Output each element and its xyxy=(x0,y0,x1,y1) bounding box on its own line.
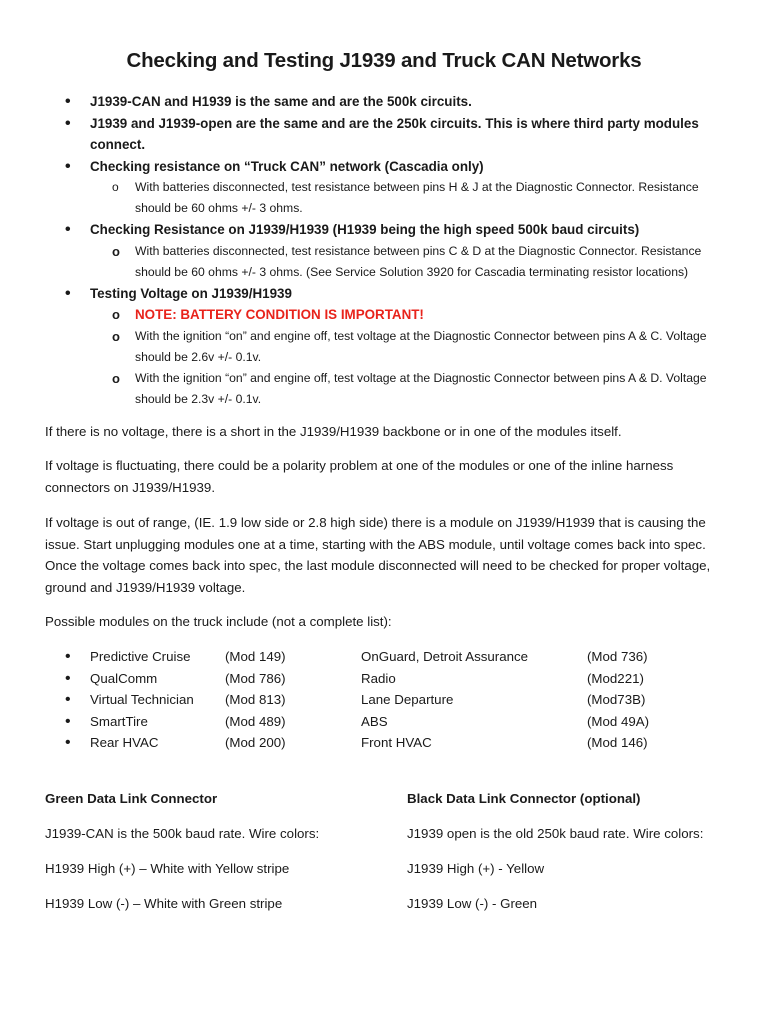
bullet-text: Testing Voltage on J1939/H1939 xyxy=(90,285,292,301)
page-title: Checking and Testing J1939 and Truck CAN Networks xyxy=(126,49,642,72)
module-row xyxy=(45,646,725,668)
module-name: QualComm xyxy=(90,670,158,686)
black-connector-line: J1939 High (+) - Yellow xyxy=(407,861,545,876)
sub-list xyxy=(90,304,725,410)
sub-text: With batteries disconnected, test resistance between pins H & J at the Diagnostic Connector. Resistance should be 60 ohms +/- 3 ohms. xyxy=(135,180,699,215)
green-connector-line: H1939 High (+) – White with Yellow stripe xyxy=(45,861,290,876)
sub-text: With the ignition “on” and engine off, test voltage at the Diagnostic Connector between pins A & D. Voltage should be 2.3v +/- 0.1v. xyxy=(135,371,707,406)
module-name: Radio xyxy=(361,670,396,686)
module-code: (Mod 736) xyxy=(587,649,648,664)
bullet-item xyxy=(45,91,725,113)
sub-list xyxy=(90,177,725,219)
module-code: (Mod 813) xyxy=(225,692,286,708)
bullet-text: J1939-CAN and H1939 is the same and are the 500k circuits. xyxy=(90,94,472,109)
module-name: ABS xyxy=(361,713,388,729)
module-name: Rear HVAC xyxy=(90,735,159,751)
paragraph-no-voltage: If there is no voltage, there is a short in the J1939/H1939 backbone or in one of the modules itself. xyxy=(45,424,622,439)
paragraph-fluctuating: If voltage is fluctuating, there could be a polarity problem at one of the modules or one of the inline harness connectors on J1939/H1939. xyxy=(45,458,674,495)
sub-item xyxy=(90,326,725,368)
module-name: Virtual Technician xyxy=(90,692,194,708)
module-name: OnGuard, Detroit Assurance xyxy=(361,649,529,664)
module-code: (Mod 146) xyxy=(587,735,648,751)
black-connector-heading: Black Data Link Connector (optional) xyxy=(407,791,641,806)
sub-text: With batteries disconnected, test resistance between pins C & D at the Diagnostic Connector. Resistance should be 60 ohms +/- 3 ohms. (See Service Solution 3920 for Cascadia terminating resistor locations) xyxy=(135,243,702,279)
bullet-item xyxy=(45,156,725,220)
green-connector-section xyxy=(45,788,385,911)
green-connector-line: J1939-CAN is the 500k baud rate. Wire colors: xyxy=(45,826,320,841)
module-code: (Mod 786) xyxy=(225,670,286,686)
sub-text: With the ignition “on” and engine off, test voltage at the Diagnostic Connector between pins A & C. Voltage should be 2.6v +/- 0.1v. xyxy=(135,329,707,364)
black-connector-section xyxy=(407,788,747,911)
green-connector-heading: Green Data Link Connector xyxy=(45,791,218,806)
bullet-text: J1939 and J1939-open are the same and are the 250k circuits. This is where third party modules connect. xyxy=(90,115,699,152)
module-name: Front HVAC xyxy=(361,735,432,751)
bullet-item xyxy=(45,283,725,411)
module-row xyxy=(45,732,725,754)
bullet-dot: • xyxy=(65,669,71,687)
black-connector-line: J1939 open is the old 250k baud rate. Wire colors: xyxy=(407,826,704,841)
bullet-text: Checking Resistance on J1939/H1939 (H1939 being the high speed 500k baud circuits) xyxy=(90,222,640,237)
green-connector-line: H1939 Low (-) – White with Green stripe xyxy=(45,896,283,911)
bullet-list xyxy=(45,91,725,410)
bullet-dot: • xyxy=(65,648,71,665)
sub-item xyxy=(90,177,725,219)
paragraph-out-of-range: If voltage is out of range, (IE. 1.9 low side or 2.8 high side) there is a module on J1939/H1939 that is causing the issue. Start unplugging modules one at a time, starting with the ABS module, until voltage comes back into spec. Once the voltage comes back into spec, the last module disconnected will need to be checked for proper voltage, ground and J1939/H1939 voltage. xyxy=(45,515,711,595)
bullet-dot: • xyxy=(65,691,71,709)
bullet-dot: • xyxy=(65,734,71,752)
sub-item xyxy=(90,368,725,410)
bullet-text: Checking resistance on “Truck CAN” network (Cascadia only) xyxy=(90,158,484,174)
module-code: (Mod 149) xyxy=(225,649,286,664)
paragraph-modules-intro: Possible modules on the truck include (not a complete list): xyxy=(45,614,392,629)
module-name: SmartTire xyxy=(90,713,148,729)
sub-item xyxy=(90,304,725,326)
module-list xyxy=(45,646,725,754)
module-code: (Mod73B) xyxy=(587,692,646,708)
module-row xyxy=(45,711,725,733)
module-code: (Mod 489) xyxy=(225,713,286,729)
module-row xyxy=(45,689,725,711)
module-code: (Mod 49A) xyxy=(587,713,650,729)
sub-list xyxy=(90,241,725,283)
bullet-item xyxy=(45,113,725,156)
bullet-dot: • xyxy=(65,712,71,730)
sub-item xyxy=(90,241,725,283)
bullet-item xyxy=(45,219,725,283)
battery-note: NOTE: BATTERY CONDITION IS IMPORTANT! xyxy=(135,307,424,322)
module-row xyxy=(45,668,725,690)
module-code: (Mod 200) xyxy=(225,735,286,751)
module-name: Lane Departure xyxy=(361,692,454,708)
black-connector-line: J1939 Low (-) - Green xyxy=(407,896,538,911)
module-code: (Mod221) xyxy=(587,670,644,686)
module-name: Predictive Cruise xyxy=(90,649,191,664)
